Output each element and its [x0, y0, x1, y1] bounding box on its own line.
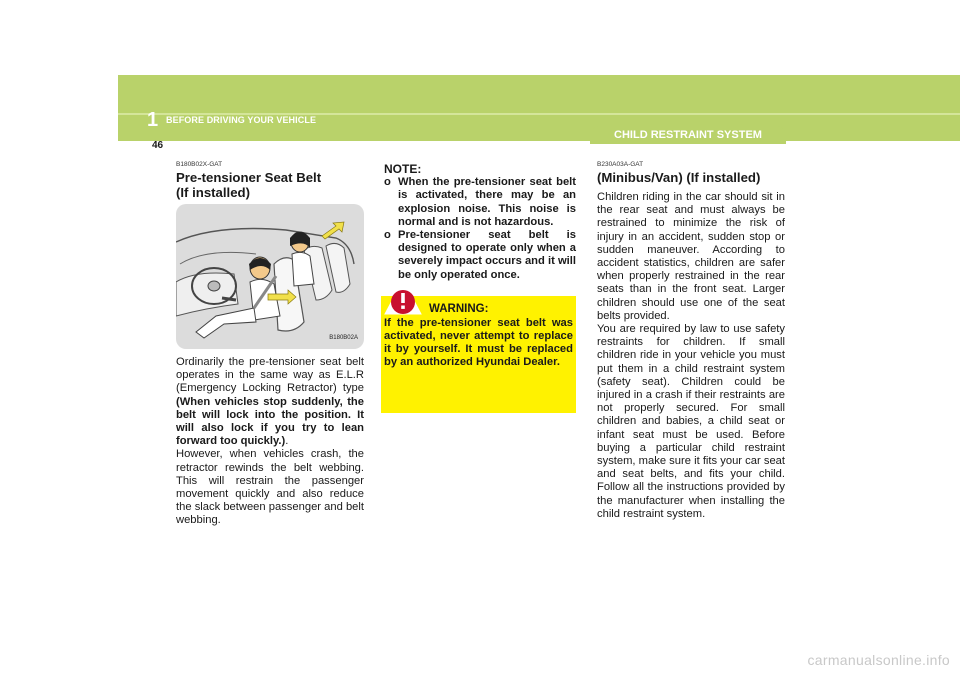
- crash-paragraph: However, when vehicles crash, the retractor rewinds the belt webbing. This will restrain the passenger movement quickly and also reduce the slack between passenger and belt webbing.: [176, 448, 364, 527]
- page-number: 46: [152, 140, 164, 151]
- note-title: NOTE:: [384, 162, 422, 176]
- note-item-text: Pre-tensioner seat belt is designed to operate only when a severely impact occurs and it will be only operated once.: [398, 229, 576, 281]
- figure-code: B180B02A: [329, 334, 358, 341]
- car-interior-drawing: [176, 204, 364, 349]
- steering-hub: [208, 281, 220, 291]
- warning-box: [381, 296, 576, 413]
- section-code: B230A03A-GAT: [597, 161, 644, 168]
- windshield-line: [180, 252, 256, 264]
- warning-icon: [383, 278, 423, 318]
- intro-paragraph: [176, 356, 364, 448]
- note-bullet: o: [384, 176, 391, 189]
- driver-arm: [222, 298, 236, 300]
- rear-passenger-body: [292, 252, 314, 286]
- header-band: [118, 75, 960, 141]
- section-title: CHILD RESTRAINT SYSTEM: [614, 129, 762, 141]
- intro-text: Ordinarily the pre-tensioner seat belt operates in the same way as E.L.R (Emergency Locking Retractor) type: [176, 356, 364, 395]
- left-column: [176, 161, 364, 528]
- children-paragraph: Children riding in the car should sit in the rear seat and must always be restrained to minimize the risk of injury in an accident, sudden stop or sudden maneuver. According to accident statistics, children are safer when properly restrained in the rear seats than in the front seat. Larger children should use one of the seat belts provided.: [597, 191, 785, 322]
- section-heading: [176, 170, 364, 200]
- warning-text: If the pre-tensioner seat belt was activated, never attempt to replace it by yourself. It must be replaced by an authorized Hyundai Dealer.: [384, 316, 573, 369]
- intro-end: .: [285, 435, 289, 448]
- watermark: carmanualsonline.info: [807, 652, 950, 668]
- note-bullet: o: [384, 229, 391, 242]
- right-column: [597, 161, 785, 521]
- driver-legs: [196, 308, 256, 338]
- chapter-title: BEFORE DRIVING YOUR VEHICLE: [166, 115, 317, 125]
- heading-line-2: (If installed): [176, 185, 250, 200]
- note-item-text: When the pre-tensioner seat belt is activated, there may be an explosion noise. This noise is normal and is not hazardous.: [398, 176, 576, 228]
- middle-column: [384, 163, 576, 413]
- chapter-number: 1: [147, 109, 159, 131]
- heading-line-1: Pre-tensioner Seat Belt: [176, 170, 322, 185]
- retractor-arrow-icon: [322, 222, 344, 239]
- seatbelt-illustration: [176, 204, 364, 349]
- dashboard: [176, 273, 238, 316]
- warning-title: WARNING:: [429, 302, 489, 315]
- section-code: B180B02X-GAT: [176, 161, 223, 168]
- note-item: [384, 229, 576, 282]
- section-heading: (Minibus/Van) (If installed): [597, 170, 761, 185]
- intro-bold-text: (When vehicles stop suddenly, the belt will lock into the position. It will also lock if you try to lean forward too quickly.): [176, 395, 364, 448]
- law-paragraph: You are required by law to use safety restraints for children. If small children ride in your vehicle you must put them in a child restraint system (safety seat). Children could be injured in a crash if their restraints are not properly secured. For small children and babies, a child seat or infant seat must be used. Before buying a particular child restraint system, make sure it fits your car seat and seat belts, and fits your child. Follow all the instructions provided by the manufacturer when installing the child restraint system.: [597, 323, 785, 520]
- note-item: [384, 176, 576, 229]
